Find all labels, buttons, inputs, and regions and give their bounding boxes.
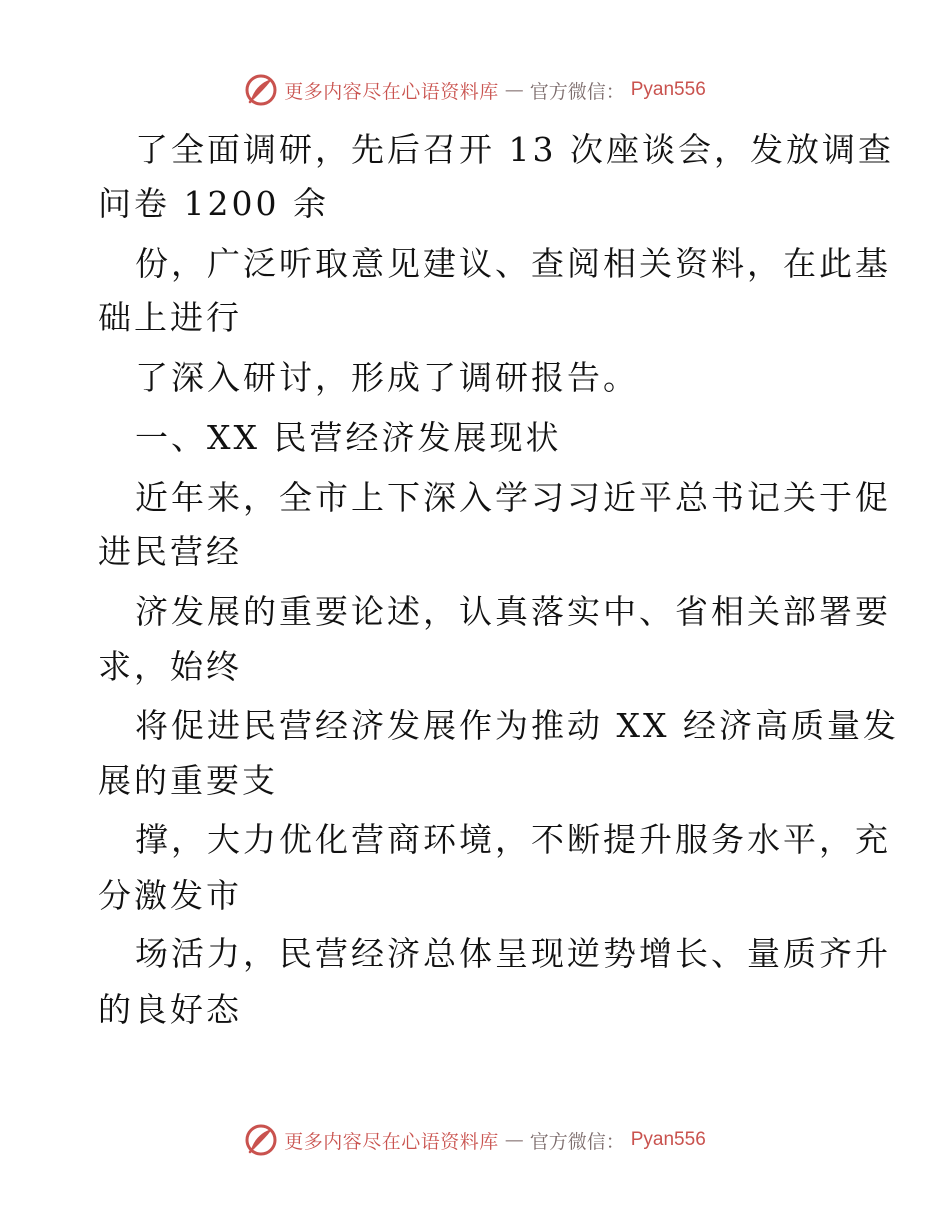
- footer-dash: —: [504, 1129, 524, 1151]
- footer-wechat-id: Pyan556: [630, 1129, 706, 1150]
- body-line: 近年来，全市上下深入学习习近平总书记关于促: [135, 478, 891, 517]
- body-line: 将促进民营经济发展作为推动 XX 经济高质量发: [135, 706, 899, 745]
- body-line: 展的重要支: [98, 761, 278, 800]
- body-line: 求，始终: [98, 647, 242, 686]
- header-wechat-label: 官方微信：: [529, 80, 625, 103]
- header-banner-inner: [244, 73, 706, 107]
- body-line: 进民营经: [98, 532, 242, 571]
- header-site-text: 更多内容尽在心语资料库: [284, 80, 499, 103]
- header-banner: [0, 70, 950, 110]
- body-line: 份，广泛听取意见建议、查阅相关资料，在此基: [135, 244, 891, 283]
- body-line: 了深入研讨，形成了调研报告。: [135, 358, 639, 397]
- body-line: 的良好态: [98, 990, 242, 1029]
- body-line: 分激发市: [98, 876, 242, 915]
- footer-banner: [0, 1120, 950, 1160]
- body-line: 场活力，民营经济总体呈现逆势增长、量质齐升: [135, 934, 891, 973]
- body-line: 了全面调研，先后召开 13 次座谈会，发放调查: [135, 130, 894, 169]
- footer-site-text: 更多内容尽在心语资料库: [284, 1130, 499, 1153]
- body-line: 问卷 1200 余: [98, 184, 329, 223]
- body-line: 撑，大力优化营商环境，不断提升服务水平，充: [135, 820, 891, 859]
- header-dash: —: [504, 79, 524, 101]
- body-line: 济发展的重要论述，认真落实中、省相关部署要: [135, 592, 891, 631]
- pen-logo-icon: [244, 73, 278, 107]
- body-line: 础上进行: [98, 298, 242, 337]
- pen-logo-icon: [244, 1123, 278, 1157]
- header-wechat-id: Pyan556: [630, 79, 706, 100]
- section-heading: 一、XX 民营经济发展现状: [135, 418, 562, 457]
- footer-banner-inner: [244, 1123, 706, 1157]
- footer-wechat-label: 官方微信：: [529, 1130, 625, 1153]
